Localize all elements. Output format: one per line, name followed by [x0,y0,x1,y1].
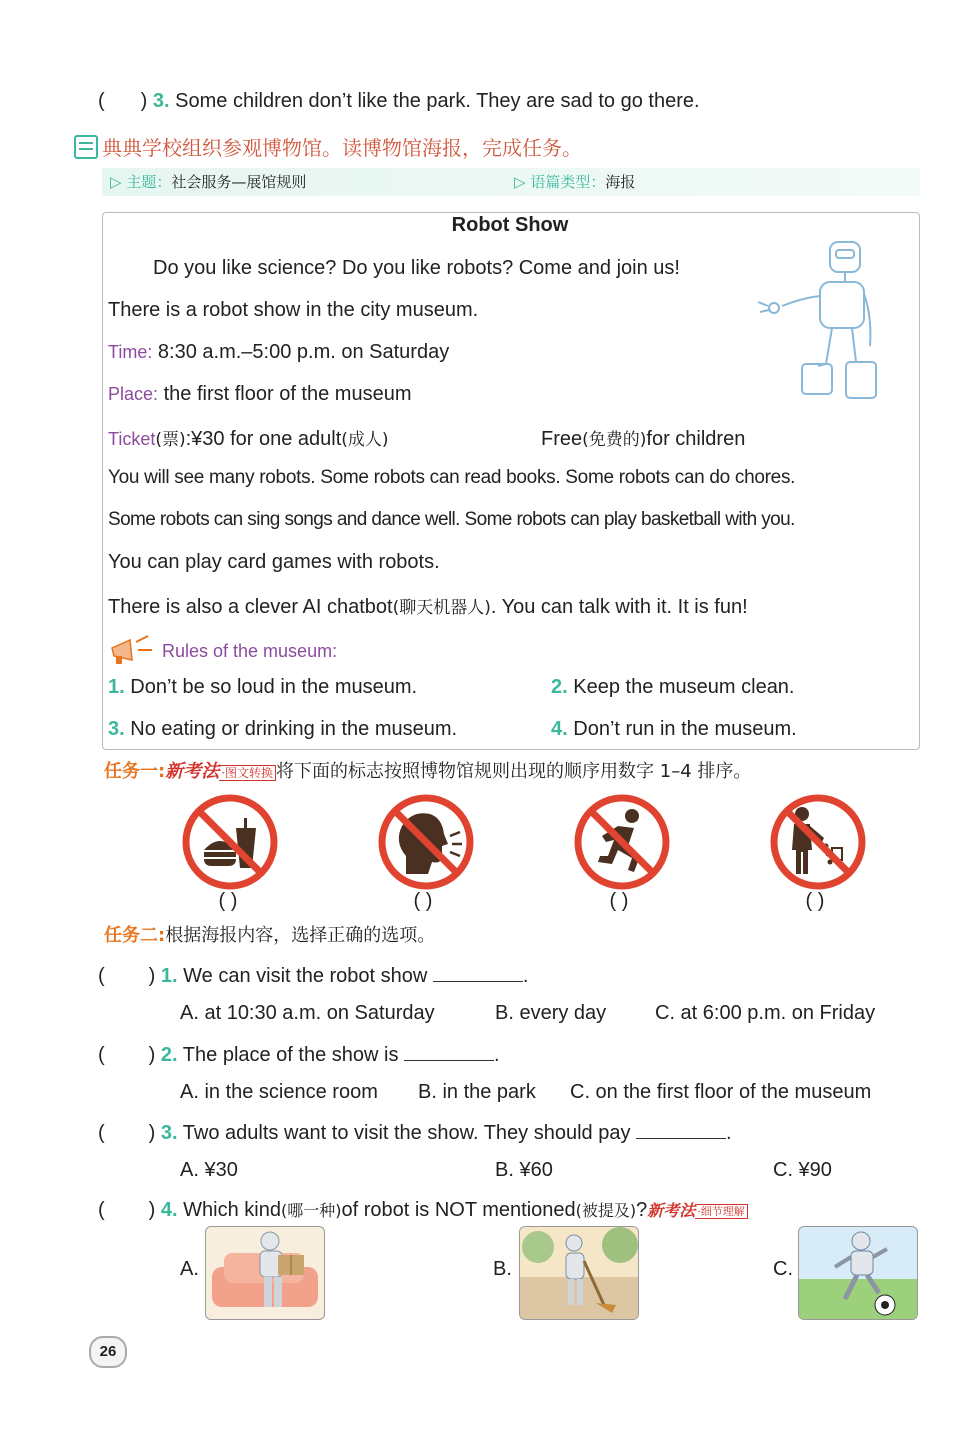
question-text: Some children don’t like the park. They are sad to go there. [175,90,700,112]
task2-header [104,921,435,947]
play-icon: ▷ [514,173,526,191]
megaphone-icon [108,634,154,668]
task2-label: 任务二: [104,925,166,946]
question-mark: ? [636,1199,648,1221]
poster-time [108,341,449,364]
ticket-cn: (票) [155,430,186,450]
reading-robot-icon [206,1227,324,1319]
rule-text: Don’t run in the museum. [573,718,797,740]
poster-free [541,425,745,451]
poster-body-2: Some robots can sing songs and dance well. Some robots can play basketball with you. [108,509,795,530]
q4-option-a-image[interactable] [205,1226,325,1320]
paren-close: ) [148,1199,156,1221]
section-header [74,132,582,161]
rules-header [108,634,337,668]
question-1 [98,963,528,988]
task1-instruction: 将下面的标志按照博物馆规则出现的顺序用数字 1–4 排序。 [276,761,752,782]
q3-option-c[interactable]: C. ¥90 [773,1159,832,1181]
question-number: 4. [160,1199,178,1221]
question-number: 2. [160,1044,178,1066]
period: . [726,1122,732,1144]
question-text: We can visit the robot show [183,965,428,987]
section-title: 典典学校组织参观博物馆。读博物馆海报，完成任务。 [102,136,582,160]
body4-cn: (聊天机器人) [392,598,491,618]
q3-option-a[interactable]: A. ¥30 [180,1159,238,1181]
no-littering-sign [768,792,868,892]
q4-option-c-label[interactable]: C. [773,1258,793,1280]
paren-open: ( [98,1122,105,1144]
rule-3 [108,718,457,741]
time-value: 8:30 a.m.–5:00 p.m. on Saturday [157,341,450,363]
task1-header [104,757,751,783]
paren-open: ( [98,1044,105,1066]
theme-value: 社会服务—展馆规则 [171,173,307,191]
poster-place [108,383,411,406]
free-label: Free [541,428,583,450]
sign-answer-2[interactable]: ( ) [413,890,433,912]
question-number: 3. [152,90,170,112]
top-question [98,90,700,113]
question-cn-1: (哪一种) [280,1201,342,1220]
question-number: 1. [160,965,178,987]
fill-blank[interactable] [404,1042,494,1061]
rule-number: 4. [551,718,568,740]
poster-line-2: There is a robot show in the city museum. [108,299,479,321]
q2-option-c[interactable]: C. on the first floor of the museum [570,1081,872,1103]
no-eating-drinking-sign [180,792,280,892]
task2-instruction: 根据海报内容，选择正确的选项。 [165,925,436,946]
rule-number: 1. [108,676,125,698]
type-item [514,168,635,196]
poster-body-4 [108,593,748,619]
paren-close: ) [148,1044,156,1066]
rule-2 [551,676,795,699]
section-icon [74,135,98,159]
theme-label: 主题： [126,173,172,191]
theme-item [110,168,306,196]
q4-badge-sub: ·细节理解 [695,1204,748,1219]
q1-option-a[interactable]: A. at 10:30 a.m. on Saturday [180,1002,435,1024]
rule-1 [108,676,417,699]
q2-option-b[interactable]: B. in the park [418,1081,536,1103]
task1-badge-sub: ·图文转换 [219,765,276,781]
question-4 [98,1198,748,1222]
question-2 [98,1042,500,1067]
q4-option-b-image[interactable] [519,1226,639,1320]
q1-option-b[interactable]: B. every day [495,1002,607,1024]
sign-answer-4[interactable]: ( ) [805,890,825,912]
question-text: Two adults want to visit the show. They should pay [182,1122,631,1144]
rule-text: Keep the museum clean. [573,676,795,698]
question-cn-2: (被提及) [575,1201,637,1220]
question-number: 3. [160,1122,178,1144]
robot-illustration [752,236,882,406]
q3-option-b[interactable]: B. ¥60 [495,1159,553,1181]
poster-intro: Do you like science? Do you like robots? Come and join us! [153,257,680,279]
paren-close: ) [140,90,148,112]
q4-option-c-image[interactable] [798,1226,918,1320]
question-text-b: of robot is NOT mentioned [341,1199,576,1221]
time-label: Time: [108,342,153,362]
theme-band [102,168,920,196]
q4-option-b-label[interactable]: B. [493,1258,512,1280]
play-icon: ▷ [110,173,122,191]
rules-title: Rules of the museum: [162,640,338,661]
football-robot-icon [799,1227,917,1319]
type-label: 语篇类型： [530,173,606,191]
poster-body-1: You will see many robots. Some robots can read books. Some robots can do chores. [108,467,796,488]
question-text: The place of the show is [182,1044,399,1066]
adult-cn: (成人) [341,430,389,450]
no-loud-sign [376,792,476,892]
free-cn: (免费的) [582,430,647,450]
place-label: Place: [108,384,159,404]
q4-option-a-label[interactable]: A. [180,1258,199,1280]
ticket-label: Ticket [108,429,156,449]
paren-close: ) [148,1122,156,1144]
period: . [522,965,529,987]
paren-open: ( [98,90,105,112]
q1-option-c[interactable]: C. at 6:00 p.m. on Friday [655,1002,876,1024]
no-running-sign [572,792,672,892]
sweeping-robot-icon [520,1227,638,1319]
rule-4 [551,718,797,741]
paren-open: ( [98,1199,105,1221]
q4-badge: 新考法 [647,1201,696,1220]
rule-text: Don’t be so loud in the museum. [130,676,418,698]
body4-b: . You can talk with it. It is fun! [490,596,748,618]
rule-number: 3. [108,718,125,740]
free-tail: for children [646,428,746,450]
fill-blank[interactable] [433,963,523,982]
page-number: 26 [89,1336,127,1368]
sign-answer-1[interactable]: ( ) [218,890,238,912]
task1-badge: 新考法 [165,761,220,782]
poster-body-3: You can play card games with robots. [108,551,440,573]
ticket-value: :¥30 for one adult [185,428,342,450]
place-value: the first floor of the museum [163,383,412,405]
body4-a: There is also a clever AI chatbot [108,596,393,618]
paren-open: ( [98,965,105,987]
rule-number: 2. [551,676,568,698]
rule-text: No eating or drinking in the museum. [130,718,458,740]
period: . [494,1044,500,1066]
type-value: 海报 [605,173,636,191]
question-3 [98,1120,732,1145]
q2-option-a[interactable]: A. in the science room [180,1081,378,1103]
sign-answer-3[interactable]: ( ) [609,890,629,912]
fill-blank[interactable] [636,1120,726,1139]
poster-ticket [108,425,389,451]
question-text-a: Which kind [183,1199,281,1221]
paren-close: ) [148,965,156,987]
poster-title: Robot Show [451,214,569,236]
task1-label: 任务一: [104,761,166,782]
